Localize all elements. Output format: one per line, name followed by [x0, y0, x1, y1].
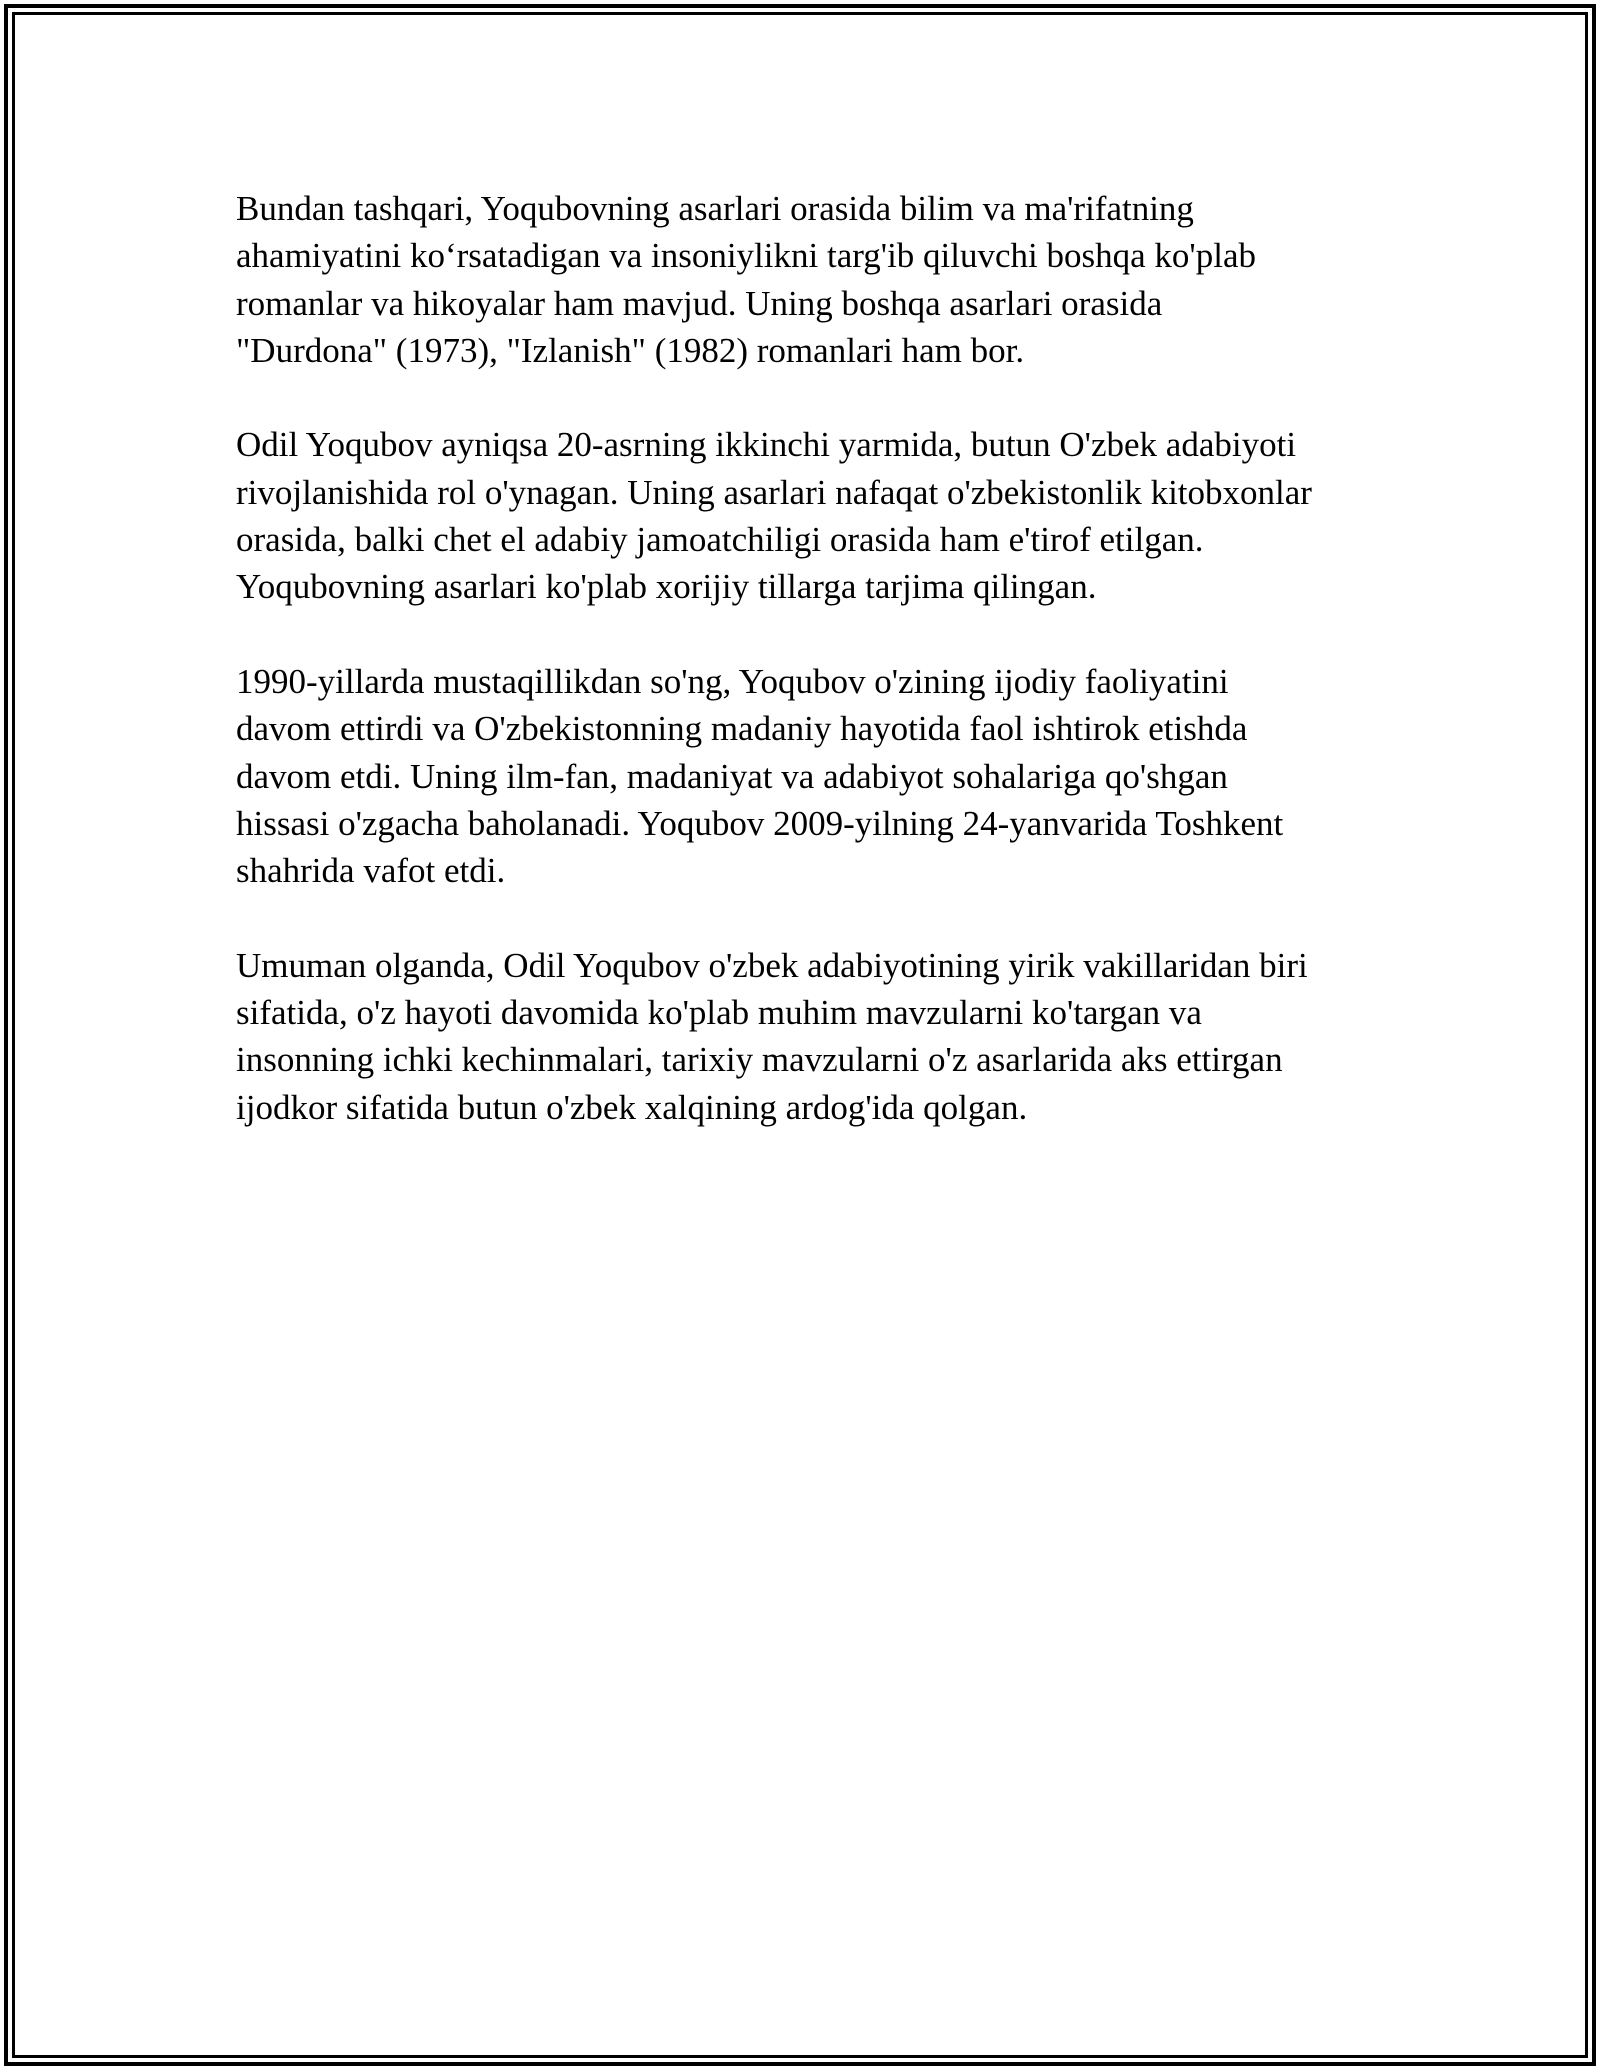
text-line: ijodkor sifatida butun o'zbek xalqining ardog'ida qolgan. [236, 1087, 1028, 1127]
text-line: ahamiyatini ko‘rsatadigan va insoniylikni targ'ib qiluvchi boshqa ko'plab [236, 236, 1256, 276]
text-line: insonning ichki kechinmalari, tarixiy mavzularni o'z asarlarida aks ettirgan [236, 1040, 1283, 1080]
text-line: davom ettirdi va O'zbekistonning madaniy hayotida faol ishtirok etishda [236, 709, 1248, 749]
text-line: orasida, balki chet el adabiy jamoatchiligi orasida ham e'tirof etilgan. [236, 520, 1204, 560]
text-line: 1990-yillarda mustaqillikdan so'ng, Yoqubov o'zining ijodiy faoliyatini [236, 661, 1229, 701]
text-line: "Durdona" (1973), "Izlanish" (1982) romanlari ham bor. [236, 330, 1025, 370]
text-line: rivojlanishida rol o'ynagan. Uning asarlari nafaqat o'zbekistonlik kitobxonlar [236, 472, 1312, 512]
text-line: Bundan tashqari, Yoqubovning asarlari orasida bilim va ma'rifatning [236, 189, 1194, 228]
paragraph [236, 942, 1376, 1131]
text-line: sifatida, o'z hayoti davomida ko'plab muhim mavzularni ko'targan va [236, 993, 1202, 1033]
paragraph [236, 658, 1376, 894]
text-line: shahrida vafot etdi. [236, 851, 506, 891]
text-line: Yoqubovning asarlari ko'plab xorijiy tillarga tarjima qilingan. [236, 567, 1097, 607]
text-line: Odil Yoqubov ayniqsa 20-asrning ikkinchi yarmida, butun O'zbek adabiyoti [236, 425, 1297, 465]
text-line: romanlar va hikoyalar ham mavjud. Uning boshqa asarlari orasida [236, 283, 1163, 323]
text-line: hissasi o'zgacha baholanadi. Yoqubov 2009-yilning 24-yanvarida Toshkent [236, 803, 1284, 843]
document-body [236, 185, 1376, 1131]
text-line: davom etdi. Uning ilm-fan, madaniyat va adabiyot sohalariga qo'shgan [236, 756, 1228, 796]
text-line: Umuman olganda, Odil Yoqubov o'zbek adabiyotining yirik vakillaridan biri [236, 945, 1308, 985]
paragraph [236, 421, 1376, 610]
paragraph [236, 185, 1376, 374]
